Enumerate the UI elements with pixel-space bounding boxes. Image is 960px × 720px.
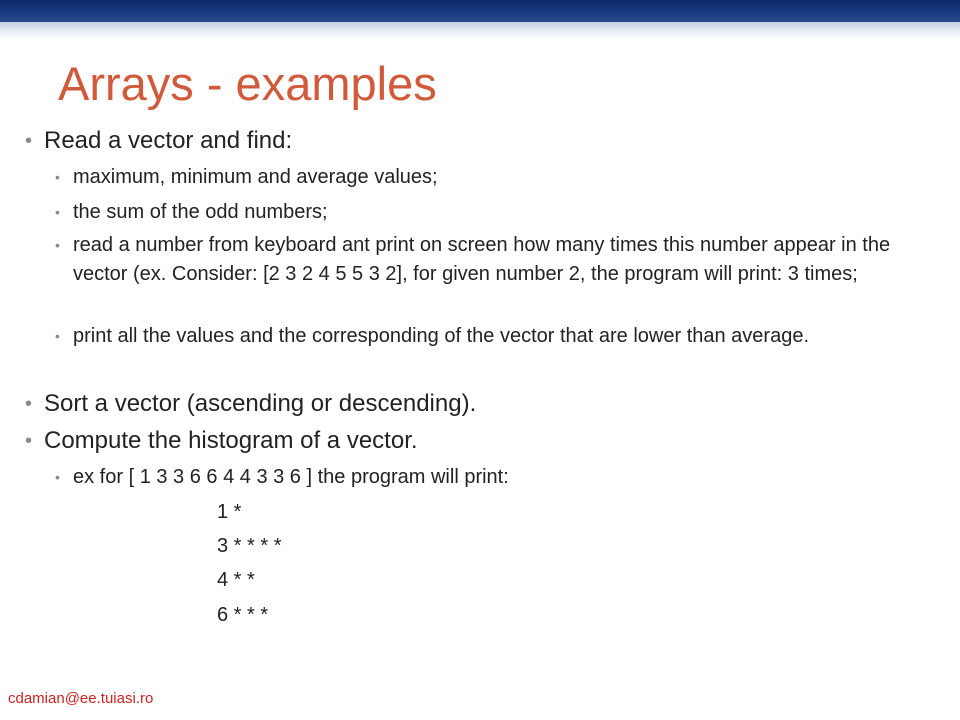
sub-bullet-count-occurrences: read a number from keyboard ant print on screen how many times this number appear in the vector (ex. Consider: [2 3 2 4 5 5 3 2], for given number 2, the program will print: 3 times; <box>73 234 891 285</box>
footer-email: cdamian@ee.tuiasi.ro <box>8 690 154 707</box>
histogram-line: 1 * <box>217 501 242 523</box>
sub-bullet-dot-icon: • <box>55 328 60 344</box>
sub-bullet-lower-than-average: print all the values and the corresponding of the vector that are lower than average. <box>73 325 810 347</box>
sub-bullet-dot-icon: • <box>55 204 60 220</box>
sub-bullet-sum-odd: the sum of the odd numbers; <box>73 201 328 223</box>
bullet-read-vector: Read a vector and find: <box>44 127 293 154</box>
histogram-line: 3 * * * * <box>217 535 282 557</box>
bullet-dot-icon: • <box>25 430 33 452</box>
bullet-dot-icon: • <box>25 130 33 152</box>
histogram-line: 4 * * <box>217 569 255 591</box>
sub-bullet-histogram-example: ex for [ 1 3 3 6 6 4 4 3 3 6 ] the program will print: <box>73 466 509 488</box>
sub-bullet-max-min-avg: maximum, minimum and average values; <box>73 166 438 188</box>
sub-bullet-dot-icon: • <box>55 469 60 485</box>
bullet-histogram: Compute the histogram of a vector. <box>44 427 418 454</box>
bullet-dot-icon: • <box>25 393 33 415</box>
slide-title: Arrays - examples <box>58 57 437 110</box>
bullet-sort-vector: Sort a vector (ascending or descending). <box>44 390 477 417</box>
histogram-line: 6 * * * <box>217 604 269 626</box>
sub-bullet-dot-icon: • <box>55 237 60 253</box>
sub-bullet-dot-icon: • <box>55 169 60 185</box>
